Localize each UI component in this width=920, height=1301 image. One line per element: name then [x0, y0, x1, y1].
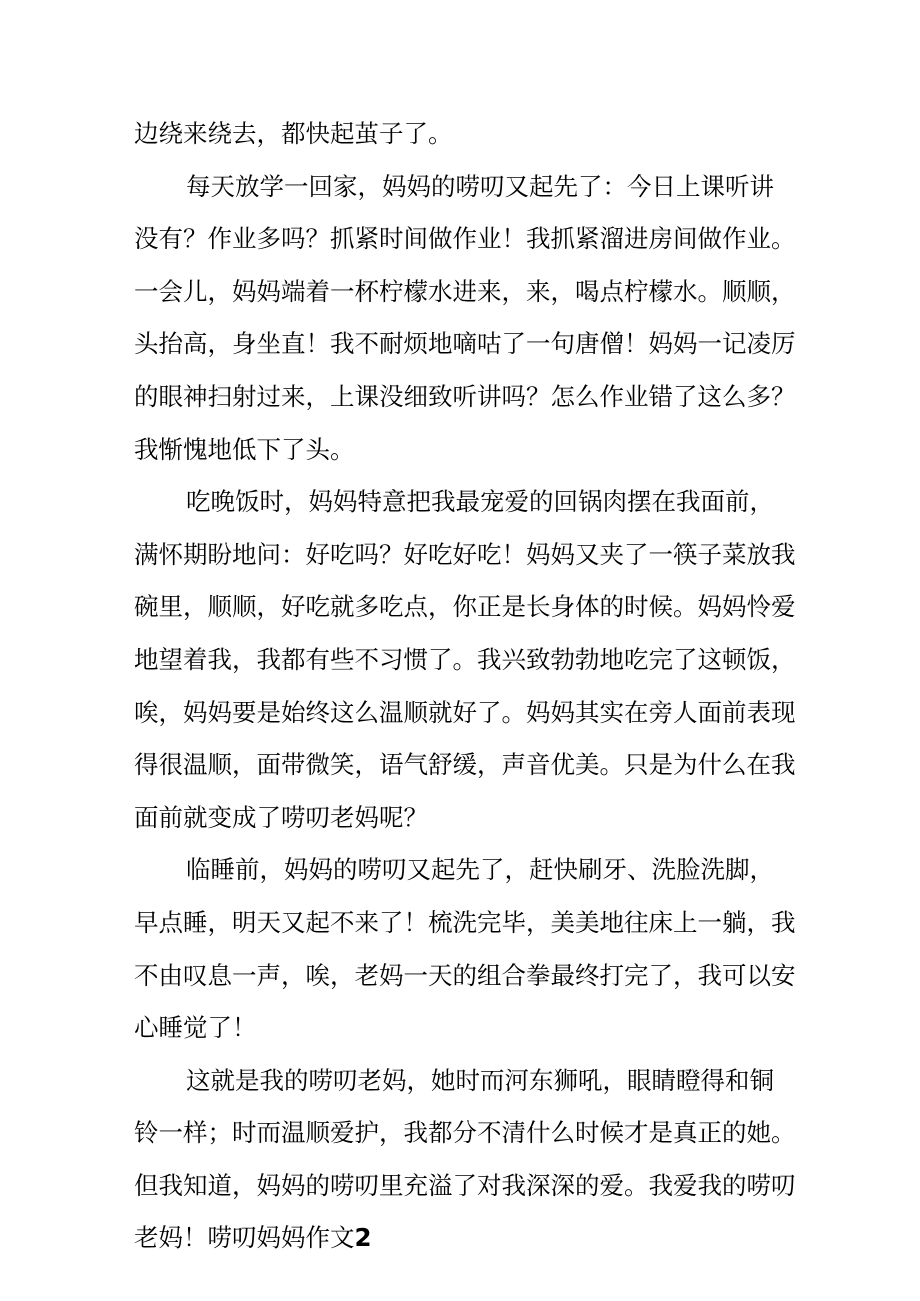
text-line: 一会儿，妈妈端着一杯柠檬水进来，来，喝点柠檬水。顺顺，: [134, 276, 796, 306]
text-line: 碗里，顺顺，好吃就多吃点，你正是长身体的时候。妈妈怜爱: [134, 592, 796, 622]
essay-body: [134, 108, 796, 1265]
text-line: 头抬高，身坐直！我不耐烦地嘀咕了一句唐僧！妈妈一记凌厉: [134, 329, 796, 359]
text-line: 心睡觉了！: [134, 1013, 257, 1043]
text-line: 边绕来绕去，都快起茧子了。: [134, 119, 453, 148]
essay-number: 2: [354, 1223, 372, 1253]
text-line: 得很温顺，面带微笑，语气舒缓，声音优美。只是为什么在我: [134, 750, 796, 780]
text-line: 我惭愧地低下了头。: [134, 434, 355, 464]
text-line: 临睡前，妈妈的唠叨又起先了，赶快刷牙、洗脸洗脚，: [186, 855, 774, 885]
text-line: 面前就变成了唠叨老妈呢？: [134, 802, 428, 832]
text-line: 这就是我的唠叨老妈，她时而河东狮吼，眼睛瞪得和铜: [186, 1065, 774, 1095]
text-line: 不由叹息一声，唉，老妈一天的组合拳最终打完了，我可以安: [134, 960, 796, 990]
text-line: 地望着我，我都有些不习惯了。我兴致勃勃地吃完了这顿饭，: [134, 644, 796, 674]
text-line: 的眼神扫射过来，上课没细致听讲吗？怎么作业错了这么多？: [134, 381, 796, 411]
text-line: 每天放学一回家，妈妈的唠叨又起先了：今日上课听讲: [186, 171, 774, 201]
final-line-text: 老妈！唠叨妈妈作文: [134, 1223, 355, 1253]
text-line: 吃晚饭时，妈妈特意把我最宠爱的回锅肉摆在我面前，: [186, 487, 774, 517]
text-line: 早点睡，明天又起不来了！梳洗完毕，美美地往床上一躺，我: [134, 907, 796, 937]
text-line: 满怀期盼地问：好吃吗？好吃好吃！妈妈又夹了一筷子菜放我: [134, 539, 796, 569]
text-line: 唉，妈妈要是始终这么温顺就好了。妈妈其实在旁人面前表现: [134, 697, 796, 727]
text-line-final: [134, 1212, 796, 1265]
text-line: 没有？作业多吗？抓紧时间做作业！我抓紧溜进房间做作业。: [134, 224, 796, 254]
text-line: 但我知道，妈妈的唠叨里充溢了对我深深的爱。我爱我的唠叨: [134, 1170, 796, 1200]
text-line: 铃一样；时而温顺爱护，我都分不清什么时候才是真正的她。: [134, 1118, 796, 1148]
